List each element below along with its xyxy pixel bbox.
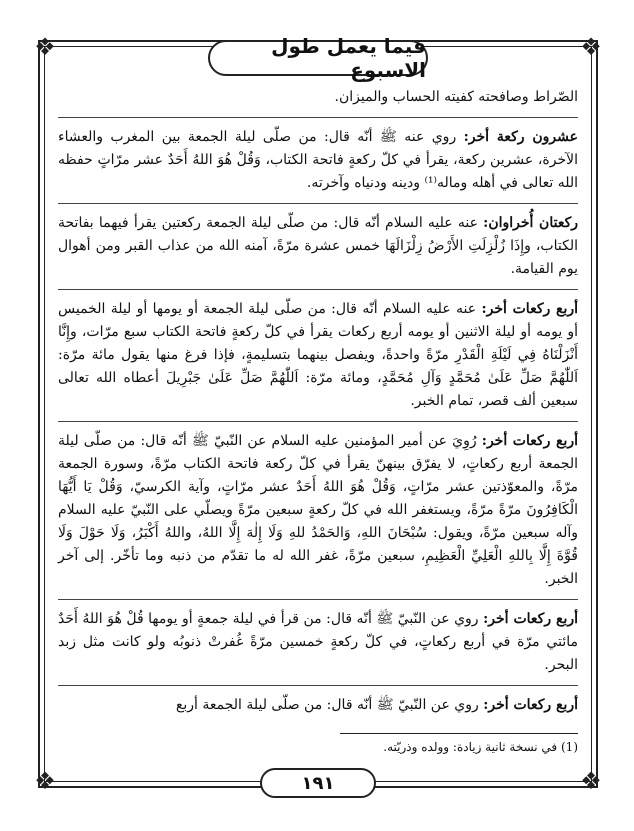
footnote: (1) في نسخة ثانية زيادة: وولده وذريّته. (383, 740, 578, 754)
section-heading: أربع ركعات أخر: (483, 697, 578, 713)
section-heading: ركعتان أُخراوان: (483, 215, 578, 231)
divider (58, 685, 578, 686)
page-body (58, 86, 578, 717)
paragraph-text: رُوِيَ عن أمير المؤمنين عليه السلام عن النّبيّ ﷺ أنّه قال: من صلّى ليلة الجمعة أربع ركعاتٍ، لا يفرّق بينهنّ يقرأ في كلّ ركعة فاتحة الكتاب مرّةً، وسورة الجمعة مرّةً، والمعوّذتين عشر مرّاتٍ، وَقُلْ هُوَ اللهُ أَحَدٌ عشر مرّاتٍ، وآية الكرسيّ، وَقُلْ يَا أَيُّهَا الْكَافِرُونَ مرّةً مرّةً، ويستغفر الله في كلّ ركعةٍ سبعين مرّةً ويصلّي على النّبيّ عليه السلام وآله سبعين مرّةً، ويقول: سُبْحَانَ اللهِ، وَالحَمْدُ للهِ وَلَا إِلٰهَ إِلَّا اللهُ، واللهُ أَكْبَرُ، وَلَا حَوْلَ وَلَا قُوَّةَ إِلَّا بِاللهِ الْعَلِيِّ الْعَظِيمِ، سبعين مرّةً، غفر الله له ما تقدّم من ذنبه وما تأخّر. إلى آخر الخبر. (58, 433, 578, 587)
corner-ornament-icon: ❖ (580, 767, 602, 795)
divider (58, 289, 578, 290)
section-heading: عشرون ركعة أخر: (463, 129, 578, 145)
paragraph-text: عنه عليه السلام أنّه قال: من صلّى ليلة الجمعة ركعتين يقرأ فيهما بفاتحة الكتاب، وإِذَا زُلْزِلَتِ الأَرْضُ زِلْزَالَهَا خمس عشرة مرّةً، آمنه الله من عذاب القبر ومن أهوال يوم القيامة. (58, 215, 578, 277)
paragraph (58, 430, 578, 591)
paragraph-text: روي عن النّبيّ ﷺ أنّه قال: من صلّى ليلة الجمعة أربع (175, 697, 479, 713)
paragraph-text: الصّراط وصافحته كفيته الحساب والميزان. (334, 89, 578, 105)
section-heading: أربع ركعات أخر: (481, 433, 578, 449)
paragraph-text: روي عنه ﷺ أنّه قال: من صلّى ليلة الجمعة بين المغرب والعشاء الآخرة، عشرين ركعة، يقرأ في كلّ ركعةٍ فاتحة الكتاب، وَقُلْ هُوَ اللهُ أَحَدٌ عشر مرّاتٍ حفظه الله تعالى في أهله وماله⁽¹⁾ ودينه ودنياه وآخرته. (58, 129, 578, 191)
corner-ornament-icon: ❖ (34, 33, 56, 61)
divider (58, 117, 578, 118)
divider (58, 599, 578, 600)
divider (58, 203, 578, 204)
paragraph (58, 126, 578, 195)
paragraph (58, 298, 578, 413)
paragraph-text: روي عن النّبيّ ﷺ أنّه قال: من قرأ في ليلة جمعةٍ أو يومها قُلْ هُوَ اللهُ أَحَدٌ مائتي مرّة في أربع ركعاتٍ، في كلّ ركعةٍ خمسين مرّةً غُفرتْ ذنوبُه ولو كانت مثل زبد البحر. (58, 611, 578, 673)
page-title: فيما يعمل طول الاسبوع (271, 34, 426, 82)
corner-ornament-icon: ❖ (34, 767, 56, 795)
paragraph (58, 212, 578, 281)
corner-ornament-icon: ❖ (580, 33, 602, 61)
section-heading: أربع ركعات أخر: (483, 611, 579, 627)
paragraph (58, 86, 578, 109)
page-number: ١٩١ (301, 772, 335, 794)
running-header (208, 34, 428, 82)
paragraph (58, 694, 578, 717)
section-heading: أربع ركعات أخر: (481, 301, 579, 317)
divider (58, 421, 578, 422)
page-number-box (260, 768, 376, 798)
paragraph-text: عنه عليه السلام أنّه قال: من صلّى ليلة الجمعة أو يومها أو ليلة الخميس أو يومه أو ليلة الاثنين أو يومه أربع ركعات يقرأ في كلّ ركعةٍ فاتحة الكتاب سبع مرّات، وإِنَّا أَنْزَلْنَاهُ فِي لَيْلَةِ الْقَدْرِ مرّةً واحدةً، ويفصل بينهما بتسليمةٍ، فإذا فرغ منها يقول مائة مرّة: اَللّٰهُمَّ صَلِّ عَلَىٰ مُحَمَّدٍ وَآلِ مُحَمَّدٍ، ومائة مرّة: اَللّٰهُمَّ صَلِّ عَلَىٰ جَبْرِيلَ أعطاه الله تعالى سبعين ألف قصر، تمام الخبر. (58, 301, 578, 409)
paragraph (58, 608, 578, 677)
footnote-divider (340, 733, 578, 734)
